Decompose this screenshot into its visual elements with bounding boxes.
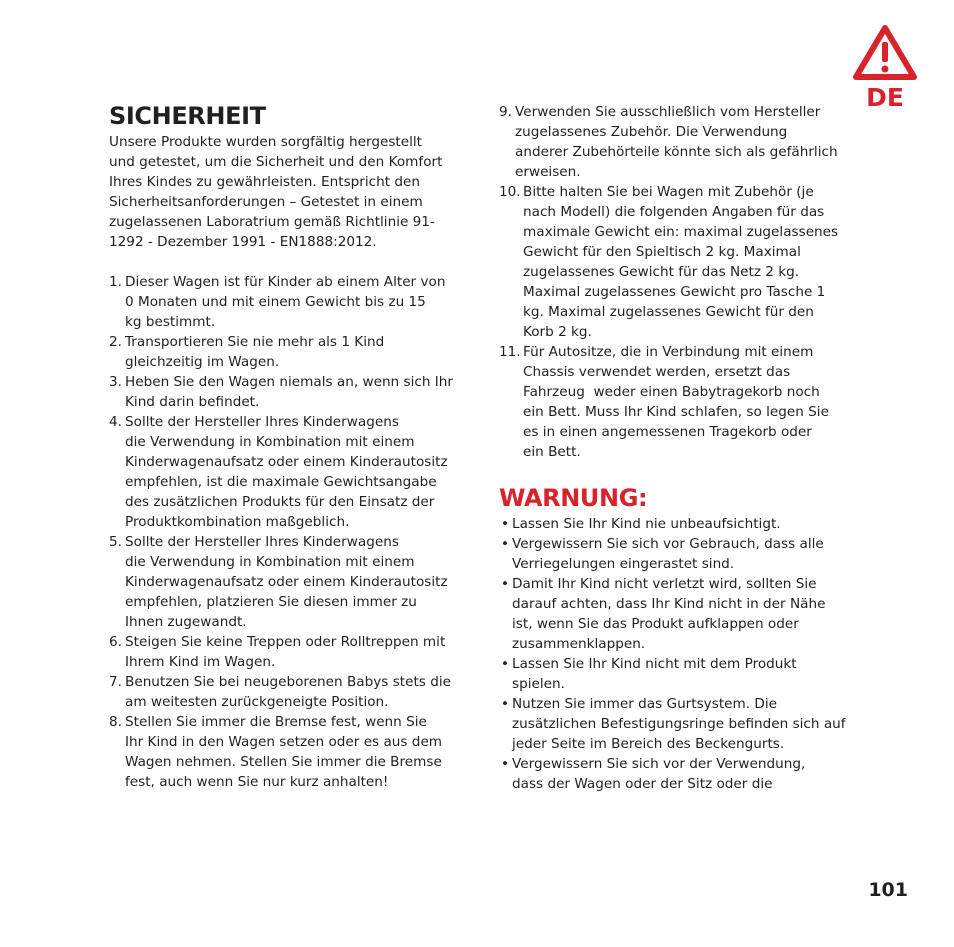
item-number: 6. [109,634,122,650]
item-line: Ihrem Kind im Wagen. [125,654,276,670]
item-line: fest, auch wenn Sie nur kurz anhalten! [125,774,389,790]
warning-item [499,694,869,754]
item-line: kg. Maximal zugelassenes Gewicht für den [523,304,814,320]
intro-line: 1292 - Dezember 1991 - EN1888:2012. [109,234,377,250]
right-column [499,102,869,794]
item-line: Sollte der Hersteller Ihres Kinderwagens [125,414,399,430]
intro-line: Unsere Produkte wurden sorgfältig hergestellt [109,134,423,150]
item-number: 4. [109,414,122,430]
item-line: Stellen Sie immer die Bremse fest, wenn Sie [125,714,427,730]
safety-item-4 [109,412,469,532]
item-line: Chassis verwendet werden, ersetzt das [523,364,791,380]
item-line: 0 Monaten und mit einem Gewicht bis zu 15 [125,294,426,310]
item-line: Korb 2 kg. [523,324,592,340]
item-line: Verwenden Sie ausschließlich vom Hersteller [515,104,821,120]
item-number: 10. [499,184,521,200]
item-line: Wagen nehmen. Stellen Sie immer die Bremse [125,754,442,770]
item-line: die Verwendung in Kombination mit einem [125,554,415,570]
safety-item-10 [499,182,869,342]
item-line: ein Bett. Muss Ihr Kind schlafen, so legen Sie [523,404,829,420]
item-number: 5. [109,534,122,550]
item-number: 11. [499,344,521,360]
section-title-safety: SICHERHEIT [109,102,266,130]
safety-item-9 [499,102,869,182]
item-line: zugelassenes Gewicht für das Netz 2 kg. [523,264,800,280]
warning-item [499,534,869,574]
safety-list-right [499,102,869,462]
item-line: darauf achten, dass Ihr Kind nicht in der Nähe [512,596,826,612]
item-line: Vergewissern Sie sich vor der Verwendung, [512,756,806,772]
safety-item-1 [109,272,469,332]
item-line: Verriegelungen eingerastet sind. [512,556,735,572]
item-line: Ihr Kind in den Wagen setzen oder es aus dem [125,734,443,750]
item-number: 8. [109,714,122,730]
safety-item-3 [109,372,469,412]
item-line: des zusätzlichen Produkts für den Einsatz der [125,494,435,510]
warning-list [499,514,869,794]
safety-item-8 [109,712,469,792]
item-line: Dieser Wagen ist für Kinder ab einem Alter von [125,274,446,290]
intro-line: Sicherheitsanforderungen – Getestet in einem [109,194,423,210]
item-line: Produktkombination maßgeblich. [125,514,350,530]
item-line: maximale Gewicht ein: maximal zugelassenes [523,224,839,240]
item-line: die Verwendung in Kombination mit einem [125,434,415,450]
safety-list-left [109,272,469,792]
item-line: Kinderwagenaufsatz oder einem Kinderautositz [125,574,448,590]
item-line: spielen. [512,676,565,692]
item-line: dass der Wagen oder der Sitz oder die [512,776,773,792]
intro-line: und getestet, um die Sicherheit und den Komfort [109,154,443,170]
safety-item-7 [109,672,469,712]
item-line: empfehlen, ist die maximale Gewichtsangabe [125,474,437,490]
item-line: ist, wenn Sie das Produkt aufklappen oder [512,616,799,632]
bullet: • [501,656,510,672]
item-line: Benutzen Sie bei neugeborenen Babys stets die [125,674,451,690]
item-line: Kinderwagenaufsatz oder einem Kinderautositz [125,454,448,470]
item-line: empfehlen, platzieren Sie diesen immer zu [125,594,417,610]
item-number: 9. [499,104,512,120]
section-title-warning: WARNUNG: [499,484,648,512]
item-line: Nutzen Sie immer das Gurtsystem. Die [512,696,777,712]
intro-line: Ihres Kindes zu gewährleisten. Entspricht den [109,174,421,190]
item-line: zusammenklappen. [512,636,646,652]
item-line: Transportieren Sie nie mehr als 1 Kind [125,334,385,350]
safety-intro [109,132,469,252]
item-line: es in einen angemessenen Tragekorb oder [523,424,812,440]
item-line: erweisen. [515,164,581,180]
item-line: Sollte der Hersteller Ihres Kinderwagens [125,534,399,550]
safety-item-11 [499,342,869,462]
item-line: Lassen Sie Ihr Kind nicht mit dem Produkt [512,656,797,672]
item-line: zusätzlichen Befestigungsringe befinden sich auf [512,716,846,732]
item-line: Gewicht für den Spieltisch 2 kg. Maximal [523,244,801,260]
item-number: 2. [109,334,122,350]
item-line: Damit Ihr Kind nicht verletzt wird, sollten Sie [512,576,817,592]
left-column [109,101,469,792]
item-line: Steigen Sie keine Treppen oder Rolltreppen mit [125,634,446,650]
language-code: DE [866,83,904,112]
language-badge [852,24,918,112]
warning-item [499,514,869,534]
bullet: • [501,696,510,712]
bullet: • [501,536,510,552]
item-line: Ihnen zugewandt. [125,614,247,630]
item-line: Bitte halten Sie bei Wagen mit Zubehör (je [523,184,814,200]
bullet: • [501,576,510,592]
item-line: nach Modell) die folgenden Angaben für das [523,204,825,220]
warning-item [499,574,869,654]
item-line: Kind darin befindet. [125,394,260,410]
bullet: • [501,756,510,772]
intro-line: zugelassenen Laboratrium gemäß Richtlinie 91- [109,214,435,230]
item-number: 1. [109,274,122,290]
safety-item-6 [109,632,469,672]
item-line: anderer Zubehörteile könnte sich als gefährlich [515,144,838,160]
item-line: ein Bett. [523,444,581,460]
item-line: kg bestimmt. [125,314,216,330]
item-line: Heben Sie den Wagen niemals an, wenn sich Ihr [125,374,453,390]
item-line: Vergewissern Sie sich vor Gebrauch, dass alle [512,536,824,552]
item-line: zugelassenes Zubehör. Die Verwendung [515,124,788,140]
item-line: Maximal zugelassenes Gewicht pro Tasche 1 [523,284,826,300]
item-line: am weitesten zurückgeneigte Position. [125,694,389,710]
item-line: Fahrzeug weder einen Babytragekorb noch [523,384,820,400]
warning-item [499,654,869,694]
item-line: jeder Seite im Bereich des Beckengurts. [512,736,785,752]
safety-item-2 [109,332,469,372]
bullet: • [501,516,510,532]
warning-item [499,754,869,794]
page-number: 101 [868,879,908,901]
item-number: 3. [109,374,122,390]
item-number: 7. [109,674,122,690]
safety-item-5 [109,532,469,632]
item-line: Für Autositze, die in Verbindung mit einem [523,344,814,360]
warning-triangle-icon [852,24,918,82]
item-line: Lassen Sie Ihr Kind nie unbeaufsichtigt. [512,516,781,532]
item-line: gleichzeitig im Wagen. [125,354,280,370]
